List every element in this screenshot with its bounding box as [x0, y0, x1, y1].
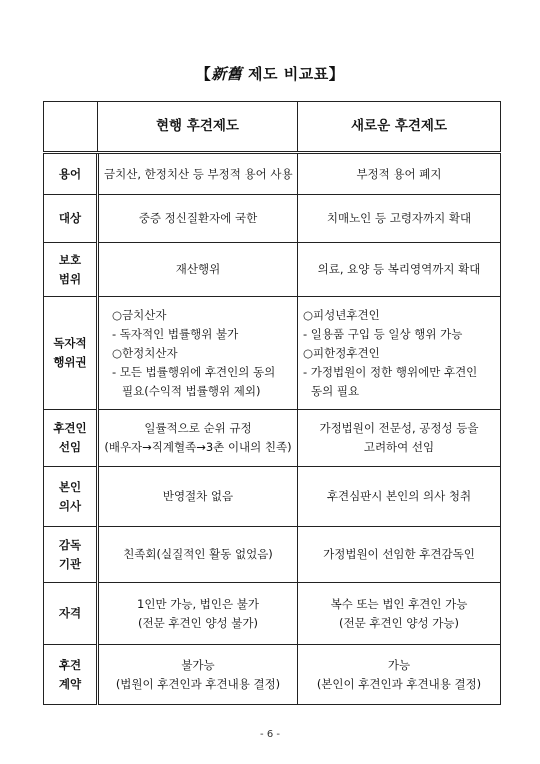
row-head-scope: 보호 범위 [44, 243, 98, 297]
page-title [0, 63, 540, 84]
title-bracket-open: 【 [195, 65, 212, 83]
table-row [44, 195, 501, 243]
title-text: 제도 비교표 [242, 65, 329, 83]
table-row [44, 645, 501, 705]
table-row [44, 583, 501, 645]
title-bracket-close: 】 [328, 65, 345, 83]
cell-current-target: 중증 정신질환자에 국한 [98, 195, 298, 243]
cell-current-own-will: 반영절차 없음 [98, 467, 298, 527]
table-row [44, 467, 501, 527]
row-head-contract: 후견 계약 [44, 645, 98, 705]
cell-new-independent-acts: ○피성년후견인 - 일용품 구입 등 일상 행위 가능 ○피한정후견인 - 가정법원이 정한 행위에만 후견인 동의 필요 [298, 297, 501, 410]
cell-new-supervisor: 가정법원이 선임한 후견감독인 [298, 527, 501, 583]
cell-new-qualification: 복수 또는 법인 후견인 가능 (전문 후견인 양성 가능) [298, 583, 501, 645]
cell-new-target: 치매노인 등 고령자까지 확대 [298, 195, 501, 243]
comparison-table [43, 101, 501, 705]
row-head-own-will: 본인 의사 [44, 467, 98, 527]
row-head-terms: 용어 [44, 153, 98, 195]
table-row [44, 243, 501, 297]
cell-current-qualification: 1인만 가능, 법인은 불가 (전문 후견인 양성 불가) [98, 583, 298, 645]
cell-current-scope: 재산행위 [98, 243, 298, 297]
cell-current-independent-acts: ○금치산자 - 독자적인 법률행위 불가 ○한정치산자 - 모든 법률행위에 후견인의 동의 필요(수익적 법률행위 제외) [98, 297, 298, 410]
cell-current-supervisor: 친족회(실질적인 활동 없었음) [98, 527, 298, 583]
row-head-independent-acts: 독자적 행위권 [44, 297, 98, 410]
cell-new-scope: 의료, 요양 등 복리영역까지 확대 [298, 243, 501, 297]
cell-new-contract: 가능 (본인이 후견인과 후견내용 결정) [298, 645, 501, 705]
page-number: - 6 - [260, 729, 280, 740]
table-row [44, 297, 501, 410]
row-head-appointment: 후견인 선임 [44, 410, 98, 467]
cell-current-contract: 불가능 (법원이 후견인과 후견내용 결정) [98, 645, 298, 705]
row-head-supervisor: 감독 기관 [44, 527, 98, 583]
table-row [44, 153, 501, 195]
table-row [44, 410, 501, 467]
cell-new-appointment: 가정법원이 전문성, 공정성 등을 고려하여 선임 [298, 410, 501, 467]
cell-current-appointment: 일률적으로 순위 규정 (배우자→직계혈족→3촌 이내의 친족) [98, 410, 298, 467]
row-head-target: 대상 [44, 195, 98, 243]
row-head-qualification: 자격 [44, 583, 98, 645]
header-blank-cell [44, 102, 98, 153]
table-header-row [44, 102, 501, 153]
title-new-old: 新舊 [211, 65, 243, 83]
cell-new-terms: 부정적 용어 폐지 [298, 153, 501, 195]
header-new-system: 새로운 후견제도 [298, 102, 501, 153]
cell-current-terms: 금치산, 한정치산 등 부정적 용어 사용 [98, 153, 298, 195]
table-row [44, 527, 501, 583]
header-current-system: 현행 후견제도 [98, 102, 298, 153]
cell-new-own-will: 후견심판시 본인의 의사 청취 [298, 467, 501, 527]
